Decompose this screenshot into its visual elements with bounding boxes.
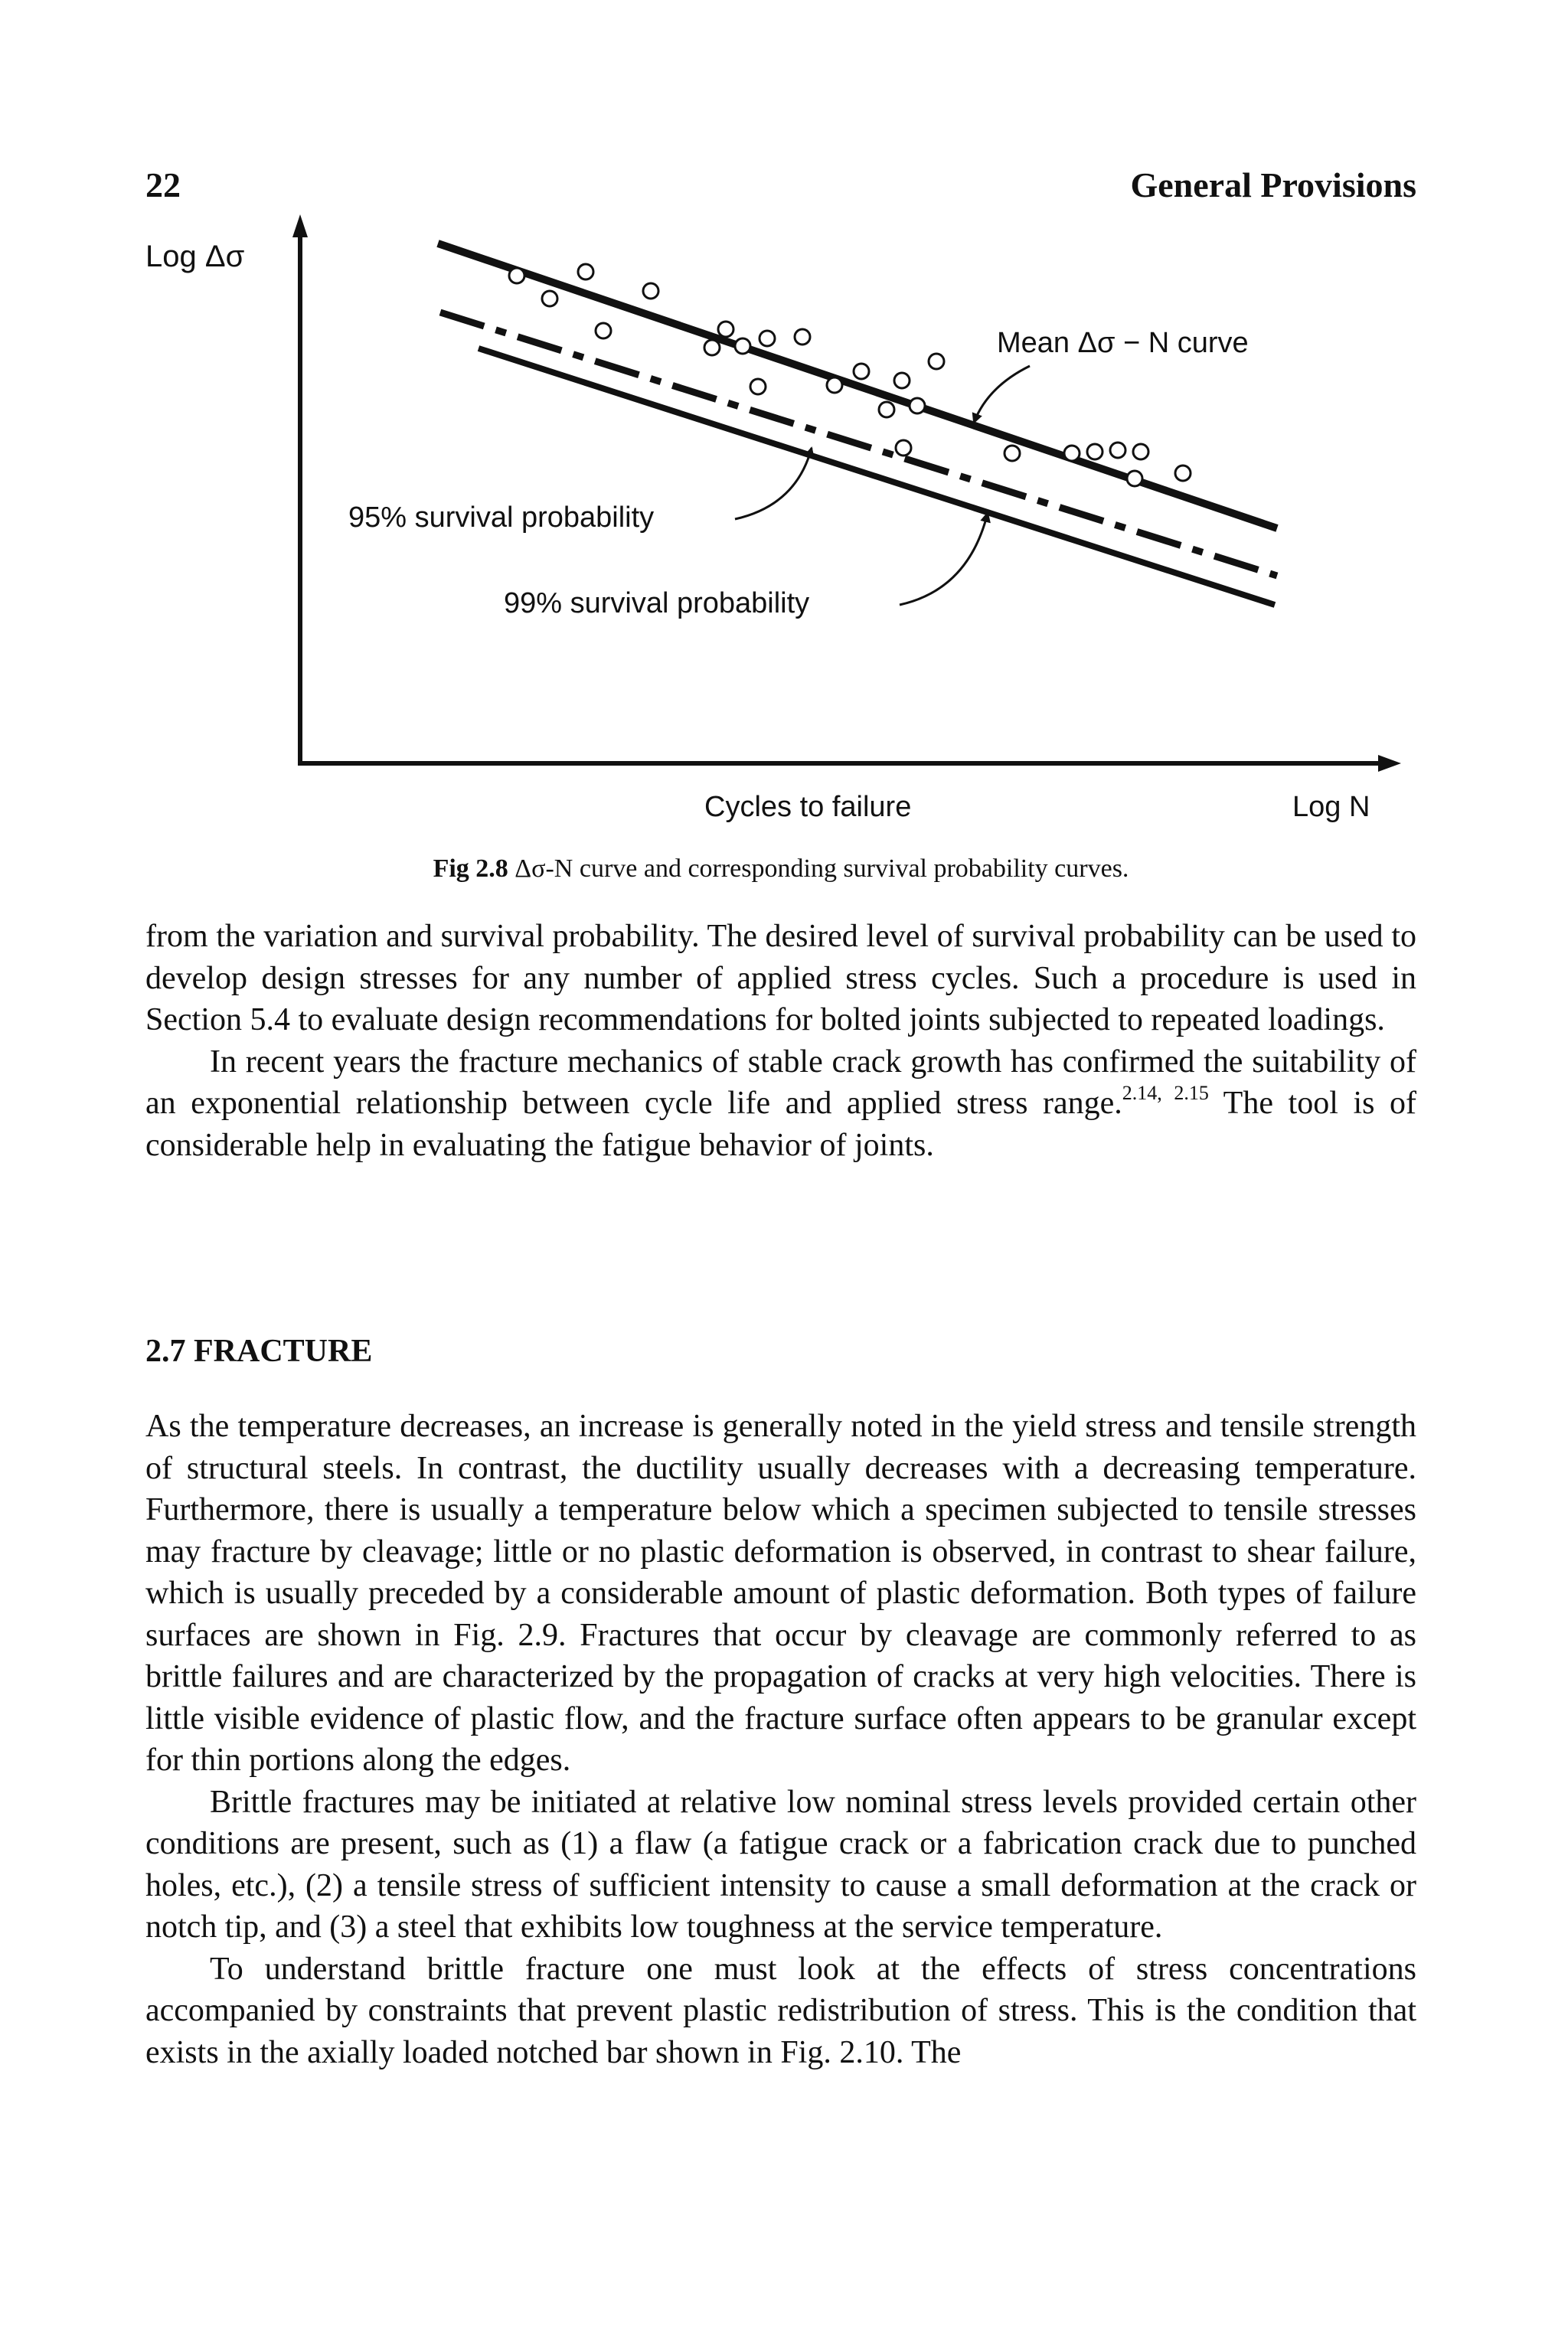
data-point	[578, 264, 593, 279]
survival-95-leader	[735, 448, 812, 519]
data-point	[760, 331, 775, 346]
survival-99-curve	[479, 348, 1275, 605]
body-text-block-1	[145, 916, 1416, 1166]
data-point	[643, 283, 658, 299]
caption-number: Fig 2.8	[433, 854, 508, 883]
data-point	[542, 291, 557, 306]
data-point	[879, 402, 894, 417]
x-axis-arrow	[1378, 755, 1401, 772]
data-point	[718, 322, 733, 337]
body-text-block-2	[145, 1406, 1416, 2073]
paragraph: from the variation and survival probability. The desired level of survival probability can be used to develop design stresses for any number of applied stress cycles. Such a procedure is used in Section 5.4 to evaluate design recommendations for bolted joints subjected to repeated loadings.	[145, 919, 1416, 1037]
data-point	[1004, 446, 1020, 461]
data-point	[910, 398, 925, 413]
data-point	[827, 377, 842, 393]
data-point	[854, 364, 869, 379]
data-point	[735, 338, 750, 354]
paragraph: As the temperature decreases, an increase is generally noted in the yield stress and tensile strength of structural steels. In contrast, the ductility usually decreases with a decreasing temperature. Furthermore, there is usually a temperature below which a specimen subjected to tensile stresses may fracture by cleavage; little or no plastic deformation is observed, in contrast to shear failure, which is usually preceded by a considerable amount of plastic deformation. Both types of failure surfaces are shown in Fig. 2.9. Fractures that occur by cleavage are commonly referred to as brittle failures and are characterized by the propagation of cracks at very high velocities. There is little visible evidence of plastic flow, and the fracture surface often appears to be granular except for thin portions along the edges.	[145, 1409, 1416, 1778]
mean-curve-label: Mean Δσ − N curve	[997, 327, 1249, 359]
caption-text: Δσ-N curve and corresponding survival probability curves.	[514, 854, 1129, 883]
paragraph-text: In recent years the fracture mechanics of stable crack growth has confirmed the suitability of an exponential relationship between cycle life and applied stress range.	[145, 1044, 1416, 1121]
data-point	[795, 329, 810, 345]
paragraph: Brittle fractures may be initiated at relative low nominal stress levels provided certain other conditions are present, such as (1) a flaw (a fatigue crack or a fabrication crack due to punched holes, etc.), (2) a tensile stress of sufficient intensity to cause a small deformation at the crack or notch tip, and (3) a steel that exhibits low toughness at the service temperature.	[145, 1784, 1416, 1945]
page-number: 22	[145, 165, 181, 204]
data-point	[896, 440, 911, 456]
data-point	[1110, 443, 1125, 458]
data-point	[509, 268, 524, 283]
citation-reference: 2.14, 2.15	[1122, 1082, 1209, 1104]
mean-curve	[438, 243, 1277, 528]
y-axis-arrow	[292, 214, 308, 237]
data-point	[929, 354, 944, 369]
paragraph	[145, 1041, 1416, 1167]
fatigue-sn-figure	[0, 0, 1568, 873]
survival-95-label: 95% survival probability	[348, 501, 655, 534]
y-axis-label: Log Δσ	[145, 240, 245, 273]
data-point	[596, 323, 611, 338]
x-axis-end-label: Log N	[1292, 791, 1370, 823]
figure-caption	[145, 850, 1416, 888]
data-point	[1175, 466, 1191, 481]
mean-curve-leader	[974, 366, 1030, 423]
data-point	[1064, 446, 1080, 461]
survival-99-leader	[900, 513, 988, 605]
data-point	[750, 379, 766, 394]
paragraph: To understand brittle fracture one must look at the effects of stress concentrations accompanied by constraints that prevent plastic redistribution of stress. This is the condition that exists in the axially loaded notched bar shown in Fig. 2.10. The	[145, 1951, 1416, 2070]
paragraph-text: The tool is of considerable help in evaluating the fatigue behavior of joints.	[145, 1086, 1417, 1163]
data-points	[509, 264, 1191, 486]
data-point	[1087, 444, 1102, 459]
data-point	[1127, 471, 1142, 486]
data-point	[894, 373, 910, 388]
data-point	[704, 340, 720, 355]
data-point	[1133, 444, 1148, 459]
survival-99-label: 99% survival probability	[504, 587, 810, 619]
section-heading: 2.7 FRACTURE	[145, 1334, 373, 1369]
running-title: General Provisions	[1130, 165, 1416, 204]
x-axis-label: Cycles to failure	[704, 791, 912, 823]
